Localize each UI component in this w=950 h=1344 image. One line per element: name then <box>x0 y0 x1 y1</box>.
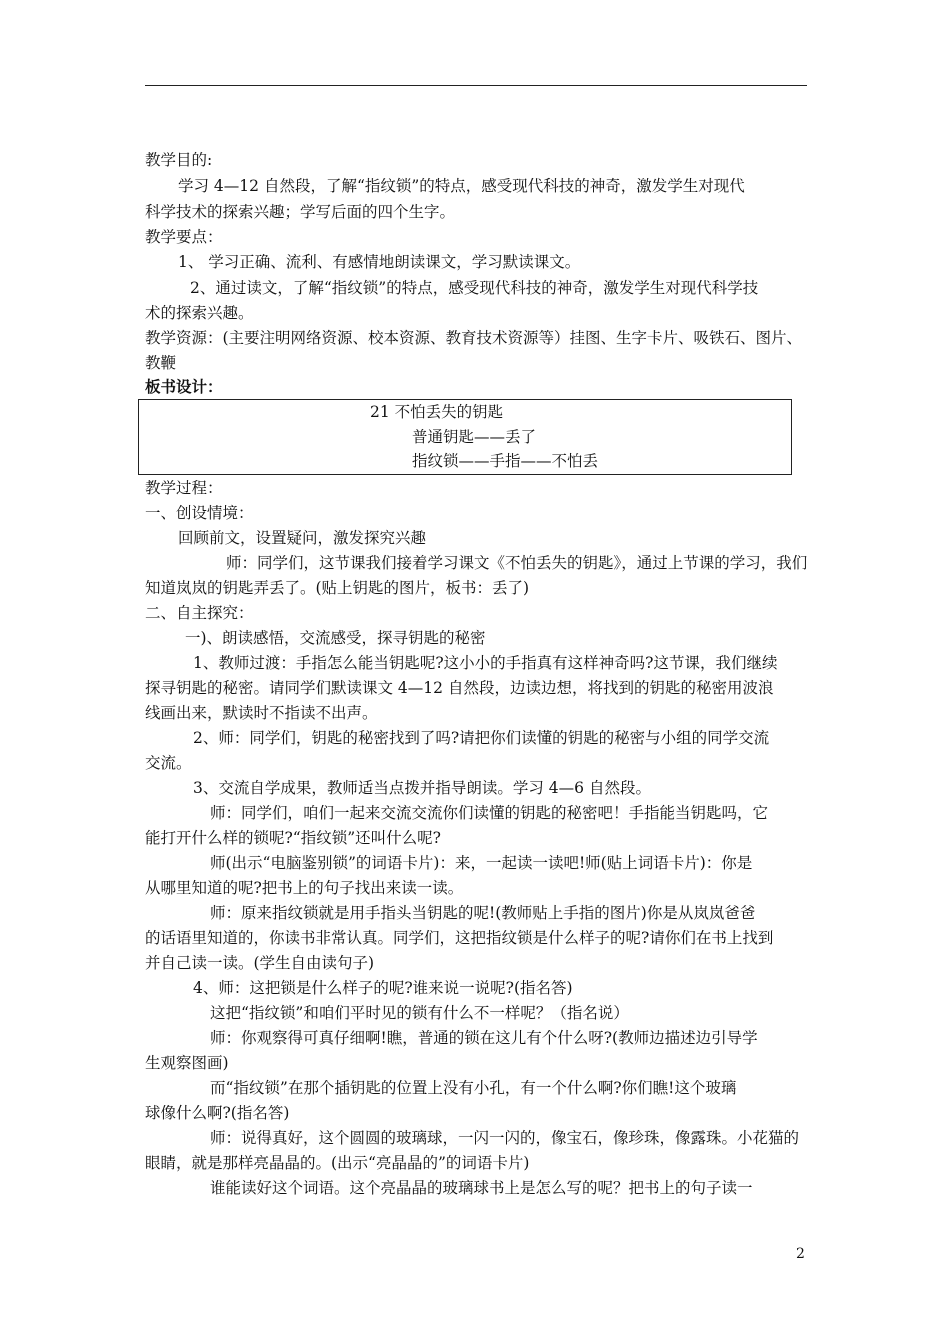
paragraph-line: 师：同学们，这节课我们接着学习课文《不怕丢失的钥匙》，通过上节课的学习，我们 <box>226 554 808 572</box>
paragraph-line: 1、教师过渡：手指怎么能当钥匙呢?这小小的手指真有这样神奇吗?这节课，我们继续 <box>193 654 778 672</box>
paragraph-line: 探寻钥匙的秘密。请同学们默读课文 4—12 自然段，边读边想，将找到的钥匙的秘密用波浪 <box>145 679 774 697</box>
board-title: 21 不怕丢失的钥匙 <box>370 403 504 421</box>
paragraph-line: 4、师：这把锁是什么样子的呢?谁来说一说呢?(指名答) <box>193 979 573 997</box>
paragraph-line: 师(出示“电脑鉴别锁”的词语卡片)：来，一起读一读吧!师(贴上词语卡片)：你是 <box>210 854 753 872</box>
objective-line: 科学技术的探索兴趣；学写后面的四个生字。 <box>145 203 456 221</box>
paragraph-line: 师：说得真好，这个圆圆的玻璃球，一闪一闪的，像宝石，像珍珠，像露珠。小花猫的 <box>210 1129 800 1147</box>
paragraph-line: 2、师：同学们，钥匙的秘密找到了吗?请把你们读懂的钥匙的秘密与小组的同学交流 <box>193 729 770 747</box>
resources-line: 教学资源：(主要注明网络资源、校本资源、教育技术资源等）挂图、生字卡片、吸铁石、图片、 <box>145 329 803 347</box>
paragraph-line: 师：你观察得可真仔细啊!瞧，普通的锁在这儿有个什么呀?(教师边描述边引导学 <box>210 1029 758 1047</box>
board-line: 指纹锁——手指——不怕丢 <box>412 452 599 470</box>
section-heading: 一、创设情境： <box>145 504 254 522</box>
page-number: 2 <box>796 1246 805 1262</box>
process-heading: 教学过程： <box>145 479 223 497</box>
paragraph-line: 的话语里知道的，你读书非常认真。同学们，这把指纹锁是什么样子的呢?请你们在书上找到 <box>145 929 774 947</box>
key-points-heading: 教学要点： <box>145 228 223 246</box>
paragraph-line: 能打开什么样的锁呢?“指纹锁”还叫什么呢? <box>145 829 441 847</box>
paragraph-line: 并自己读一读。(学生自由读句子) <box>145 954 375 972</box>
subsection-heading: 一)、朗读感悟，交流感受，探寻钥匙的秘密 <box>185 629 486 647</box>
paragraph-line: 谁能读好这个词语。这个亮晶晶的玻璃球书上是怎么写的呢？把书上的句子读一 <box>210 1179 753 1197</box>
paragraph-line: 这把“指纹锁”和咱们平时见的锁有什么不一样呢？（指名说） <box>210 1004 629 1022</box>
paragraph-line: 师：同学们，咱们一起来交流交流你们读懂的钥匙的秘密吧！手指能当钥匙吗，它 <box>210 804 769 822</box>
paragraph-line: 回顾前文，设置疑问，激发探究兴趣 <box>178 529 427 547</box>
paragraph-line: 师：原来指纹锁就是用手指头当钥匙的呢!(教师贴上手指的图片)你是从岚岚爸爸 <box>210 904 756 922</box>
paragraph-line: 球像什么啊?(指名答) <box>145 1104 290 1122</box>
header-rule <box>145 85 807 86</box>
board-design-box <box>138 399 792 475</box>
paragraph-line: 交流。 <box>145 754 192 772</box>
board-design-heading: 板书设计： <box>145 377 223 396</box>
paragraph-line: 生观察图画) <box>145 1054 229 1072</box>
paragraph-line: 从哪里知道的呢?把书上的句子找出来读一读。 <box>145 879 464 897</box>
board-line: 普通钥匙——丢了 <box>412 428 537 446</box>
key-point-line: 术的探索兴趣。 <box>145 304 254 322</box>
objective-line: 学习 4—12 自然段，了解“指纹锁”的特点，感受现代科技的神奇，激发学生对现代 <box>178 177 745 195</box>
paragraph-line: 眼睛，就是那样亮晶晶的。(出示“亮晶晶的”的词语卡片) <box>145 1154 530 1172</box>
section-heading: 二、自主探究： <box>145 604 254 622</box>
key-point-line: 2、通过读文，了解“指纹锁”的特点，感受现代科技的神奇，激发学生对现代科学技 <box>190 279 759 297</box>
paragraph-line: 3、交流自学成果，教师适当点拨并指导朗读。学习 4—6 自然段。 <box>193 779 651 797</box>
resources-line: 教鞭 <box>145 354 177 372</box>
paragraph-line: 而“指纹锁”在那个插钥匙的位置上没有小孔，有一个什么啊?你们瞧!这个玻璃 <box>210 1079 737 1097</box>
paragraph-line: 知道岚岚的钥匙弄丢了。(贴上钥匙的图片，板书：丢了) <box>145 579 530 597</box>
paragraph-line: 线画出来，默读时不指读不出声。 <box>145 704 378 722</box>
objective-heading: 教学目的: <box>145 151 213 169</box>
key-point-line: 1、 学习正确、流利、有感情地朗读课文，学习默读课文。 <box>178 253 581 271</box>
